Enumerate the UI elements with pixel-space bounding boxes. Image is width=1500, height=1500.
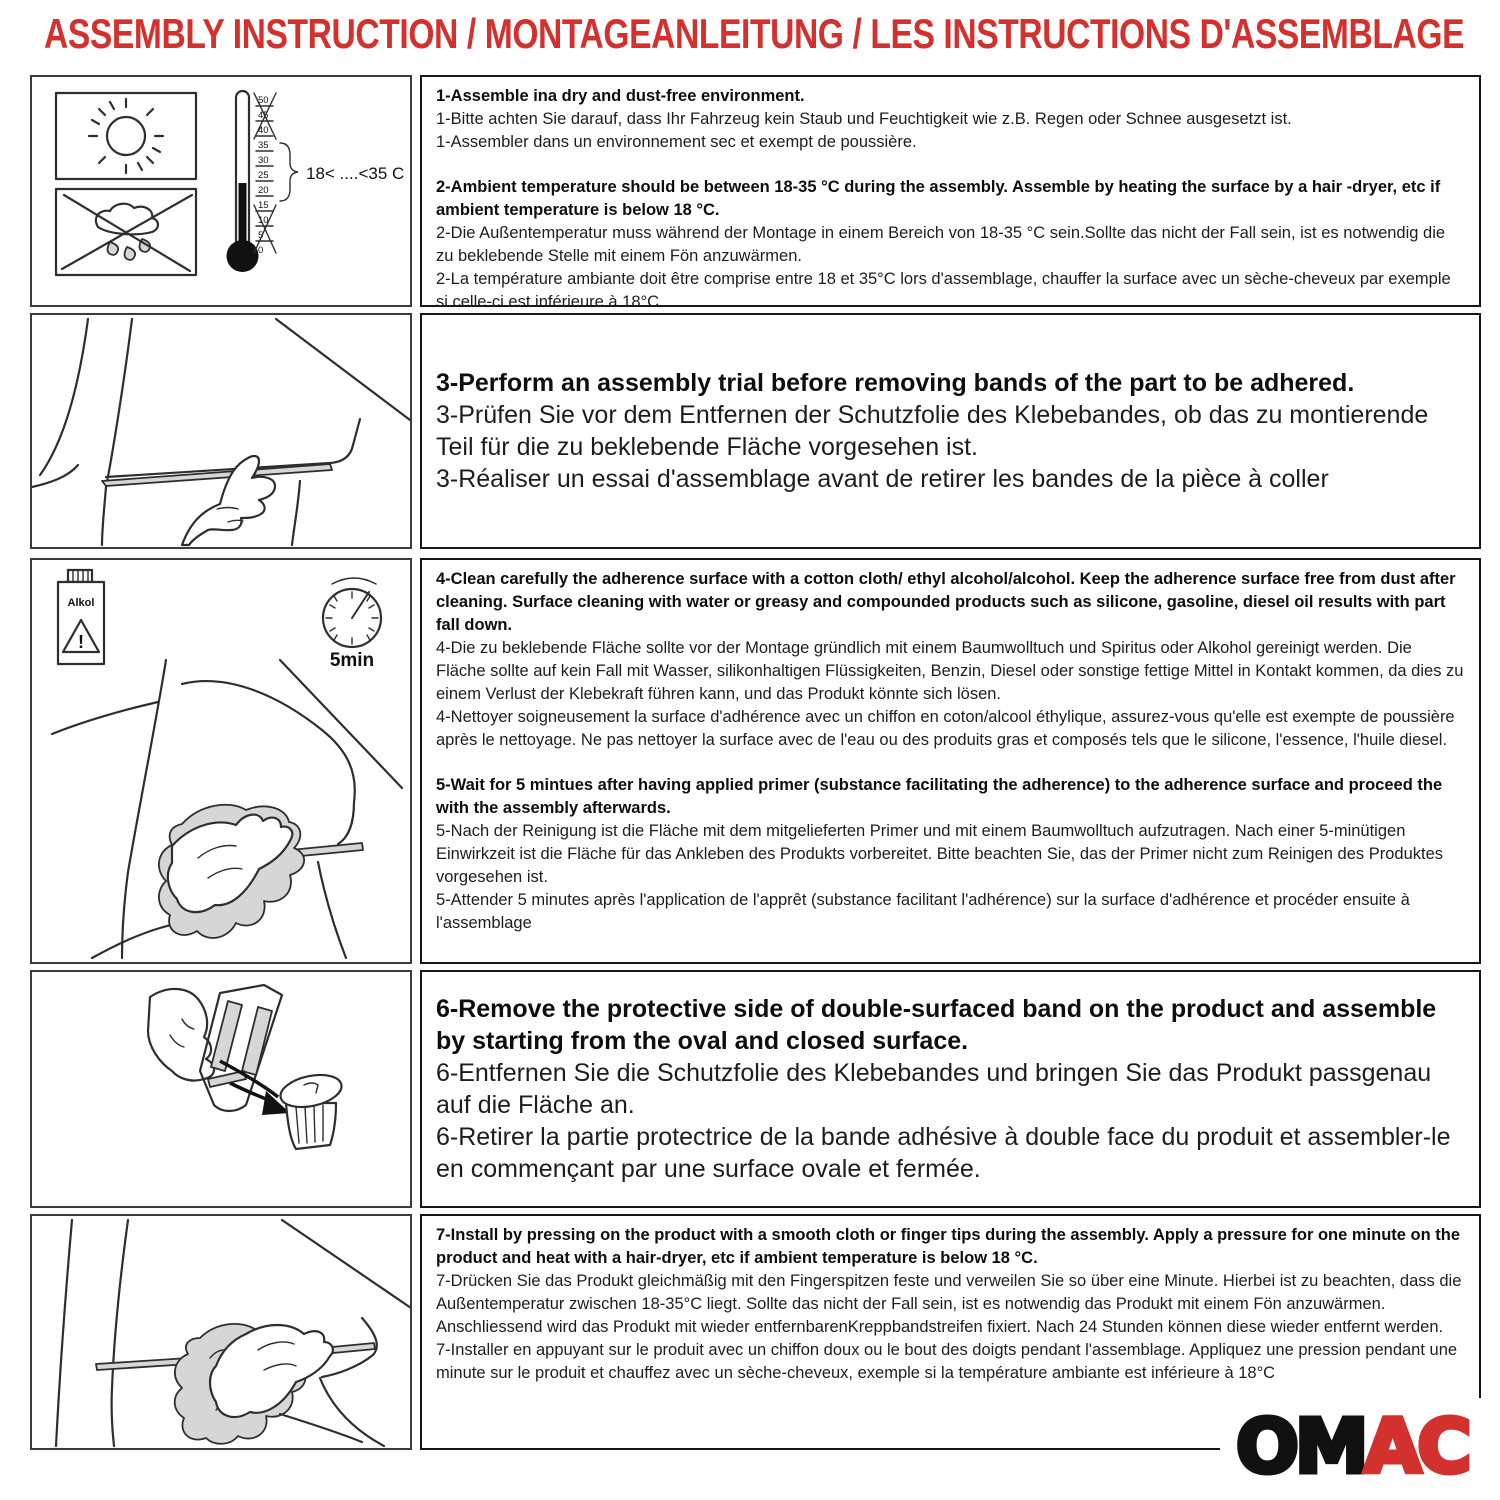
- tick-25: 25: [258, 170, 269, 181]
- thermometer-icon: [227, 91, 259, 272]
- step5-fr: 5-Attender 5 minutes après l'application de l'apprêt (substance facilitant l'adhérence) sur la surface d'adhérence et procéder ensuite à l'assemblage: [436, 891, 1410, 932]
- peel-band-illustration: [32, 972, 410, 1206]
- thermometer-scale: [254, 93, 276, 256]
- step3-en: 3-Perform an assembly trial before removing bands of the part to be adhered.: [436, 369, 1355, 397]
- tick-10: 10: [258, 215, 269, 226]
- bottle-label: Alkol: [67, 597, 95, 609]
- step4-fr: 4-Nettoyer soigneusement la surface d'adhérence avec un chiffon en coton/alcool éthylique, assurez-vous qu'elle est exempte de poussière après le nettoyage. Ne pas nettoyer la surface avec de l'eau ou des produits gras et composés tels que le silicone, l'essence, l'huile diesel.: [436, 708, 1455, 749]
- step5-en: 5-Wait for 5 mintues after having applied primer (substance facilitating the adherence) to the adherence surface and proceed the with the assembly afterwards.: [436, 776, 1443, 817]
- tick-20: 20: [258, 185, 269, 196]
- svg-text:!: !: [78, 632, 84, 652]
- step7-de: 7-Drücken Sie das Produkt gleichmäßig mit den Fingerspitzen feste und verweilen Sie so über eine Minute. Hierbei ist zu beachten, dass die Außentemperatur zwischen 18-35°C liegt. Sollte das nicht der Fall sein, ist es notwendig das Produkt mit einem Fön anzuwärmen. Anschliessend wird das Produkt mit wieder entfernbarenKreppbandstreifen fixiert. Nach 24 Stunden können diese wieder entfernt werden.: [436, 1272, 1462, 1336]
- step4-en: 4-Clean carefully the adherence surface with a cotton cloth/ ethyl alcohol/alcohol. Keep the adherence surface free from dust after cleaning. Surface cleaning with water or greasy and compounded products such as silicone, gasoline, diesel oil results with part fall down.: [436, 570, 1456, 634]
- figure-assembly-trial: [30, 313, 412, 549]
- figure-remove-band: [30, 970, 412, 1208]
- page-title: ASSEMBLY INSTRUCTION / MONTAGEANLEITUNG / LES INSTRUCTIONS D'ASSEMBLAGE: [44, 10, 1465, 57]
- temp-range-label: 18< ....<35 C: [306, 164, 405, 183]
- climate-illustration: [32, 77, 410, 305]
- tick-15: 15: [258, 200, 269, 211]
- step5-de: 5-Nach der Reinigung ist die Fläche mit dem mitgelieferten Primer und mit einem Baumwolltuch aufzutragen. Nach einer 5-minütigen Einwirkzeit ist die Fläche für das Ankleben des Produkts vorbereitet. Bitte beachten Sie, das der Primer nicht zum Reinigen des Produktes vorgesehen ist.: [436, 822, 1444, 886]
- tick-40: 40: [258, 125, 269, 136]
- step2-en: 2-Ambient temperature should be between 18-35 °C during the assembly. Assemble by heating the surface by a hair -dryer, etc if ambient temperature is below 18 °C.: [436, 178, 1441, 219]
- step2-de: 2-Die Außentemperatur muss während der Montage in einem Bereich von 18-35 °C sein.Sollte das nicht der Fall sein, ist es notwendig die zu beklebende Stelle mit einem Fön anzuwärmen.: [436, 224, 1446, 265]
- omac-logo-graphic: [1236, 1398, 1488, 1492]
- tick-30: 30: [258, 155, 269, 166]
- alcohol-bottle-icon: [58, 570, 104, 664]
- hand-icon: [148, 989, 214, 1081]
- tick-35: 35: [258, 140, 269, 151]
- step3-fr: 3-Réaliser un essai d'assemblage avant de retirer les bandes de la pièce à coller: [436, 465, 1329, 493]
- step-3-text: [420, 313, 1481, 549]
- logo-red-letters: AC: [1364, 1404, 1468, 1490]
- cleaning-illustration: [32, 560, 410, 962]
- figure-climate-conditions: [30, 75, 412, 307]
- tick-45: 45: [258, 110, 269, 121]
- wait-time-label: 5min: [329, 650, 375, 671]
- step1-en: 1-Assemble ina dry and dust-free environment.: [436, 87, 805, 105]
- step4-de: 4-Die zu beklebende Fläche sollte vor der Montage gründlich mit einem Baumwolltuch und Spiritus oder Alkohol gereinigt werden. Die Fläche sollte auf kein Fall mit Wasser, silikonhaltigen Flüssigkeiten, Benzin, Diesel oder sonstige fettige Mittel in Kontakt kommen, da dies zu einem Verlust der Klebekraft führen kann, und das Produkt könnte sich lösen.: [436, 639, 1464, 703]
- press-illustration: [32, 1216, 410, 1448]
- step-6-text: [420, 970, 1481, 1208]
- step7-fr: 7-Installer en appuyant sur le produit avec un chiffon doux ou le bout des doigts pendant l'assemblage. Appliquez une pression pendant une minute sur le produit et chauffez avec un sèche-cheveux, exemple si la température ambiante est inférieure à 18°C: [436, 1341, 1458, 1382]
- figure-press-product: [30, 1214, 412, 1450]
- step-1-2-text: [420, 75, 1481, 311]
- logo-black-letters: OM: [1236, 1404, 1365, 1490]
- step1-de: 1-Bitte achten Sie darauf, dass Ihr Fahrzeug kein Staub und Feuchtigkeit wie z.B. Regen oder Schnee ausgesetzt ist.: [436, 110, 1292, 128]
- figure-clean-surface: [30, 558, 412, 964]
- tick-50: 50: [258, 95, 269, 106]
- trash-can-icon: [278, 1070, 345, 1149]
- step1-fr: 1-Assembler dans un environnement sec et exempt de poussière.: [436, 133, 917, 151]
- step-4-5-text: [420, 558, 1481, 964]
- omac-logo: [1220, 1398, 1488, 1492]
- step7-en: 7-Install by pressing on the product with a smooth cloth or finger tips during the assembly. Apply a pressure for one minute on the product and heat with a hair-dryer, etc if ambient temperature is below 18 °C.: [436, 1226, 1461, 1267]
- step6-en: 6-Remove the protective side of double-surfaced band on the product and assemble by starting from the oval and closed surface.: [436, 995, 1437, 1055]
- tick-5: 5: [258, 230, 264, 241]
- range-brace: [280, 143, 298, 201]
- trim-trial-illustration: [32, 315, 410, 547]
- step2-fr: 2-La température ambiante doit être comprise entre 18 et 35°C lors d'assemblage, chauffer la surface avec un sèche-cheveux par exemple si celle-ci est inférieure à 18°C.: [436, 270, 1451, 311]
- step6-fr: 6-Retirer la partie protectrice de la bande adhésive à double face du produit et assembler-le en commençant par une surface ovale et fermée.: [436, 1123, 1451, 1183]
- clock-icon: [323, 578, 381, 671]
- trim-strip: [332, 1343, 375, 1353]
- step3-de: 3-Prüfen Sie vor dem Entfernen der Schutzfolie des Klebebandes, ob das zu montierende Teil für die zu beklebende Fläche vorgesehen ist.: [436, 401, 1429, 461]
- step6-de: 6-Entfernen Sie die Schutzfolie des Klebebandes und bringen Sie das Produkt passgenau auf die Fläche an.: [436, 1059, 1432, 1119]
- tick-0: 0: [258, 245, 264, 256]
